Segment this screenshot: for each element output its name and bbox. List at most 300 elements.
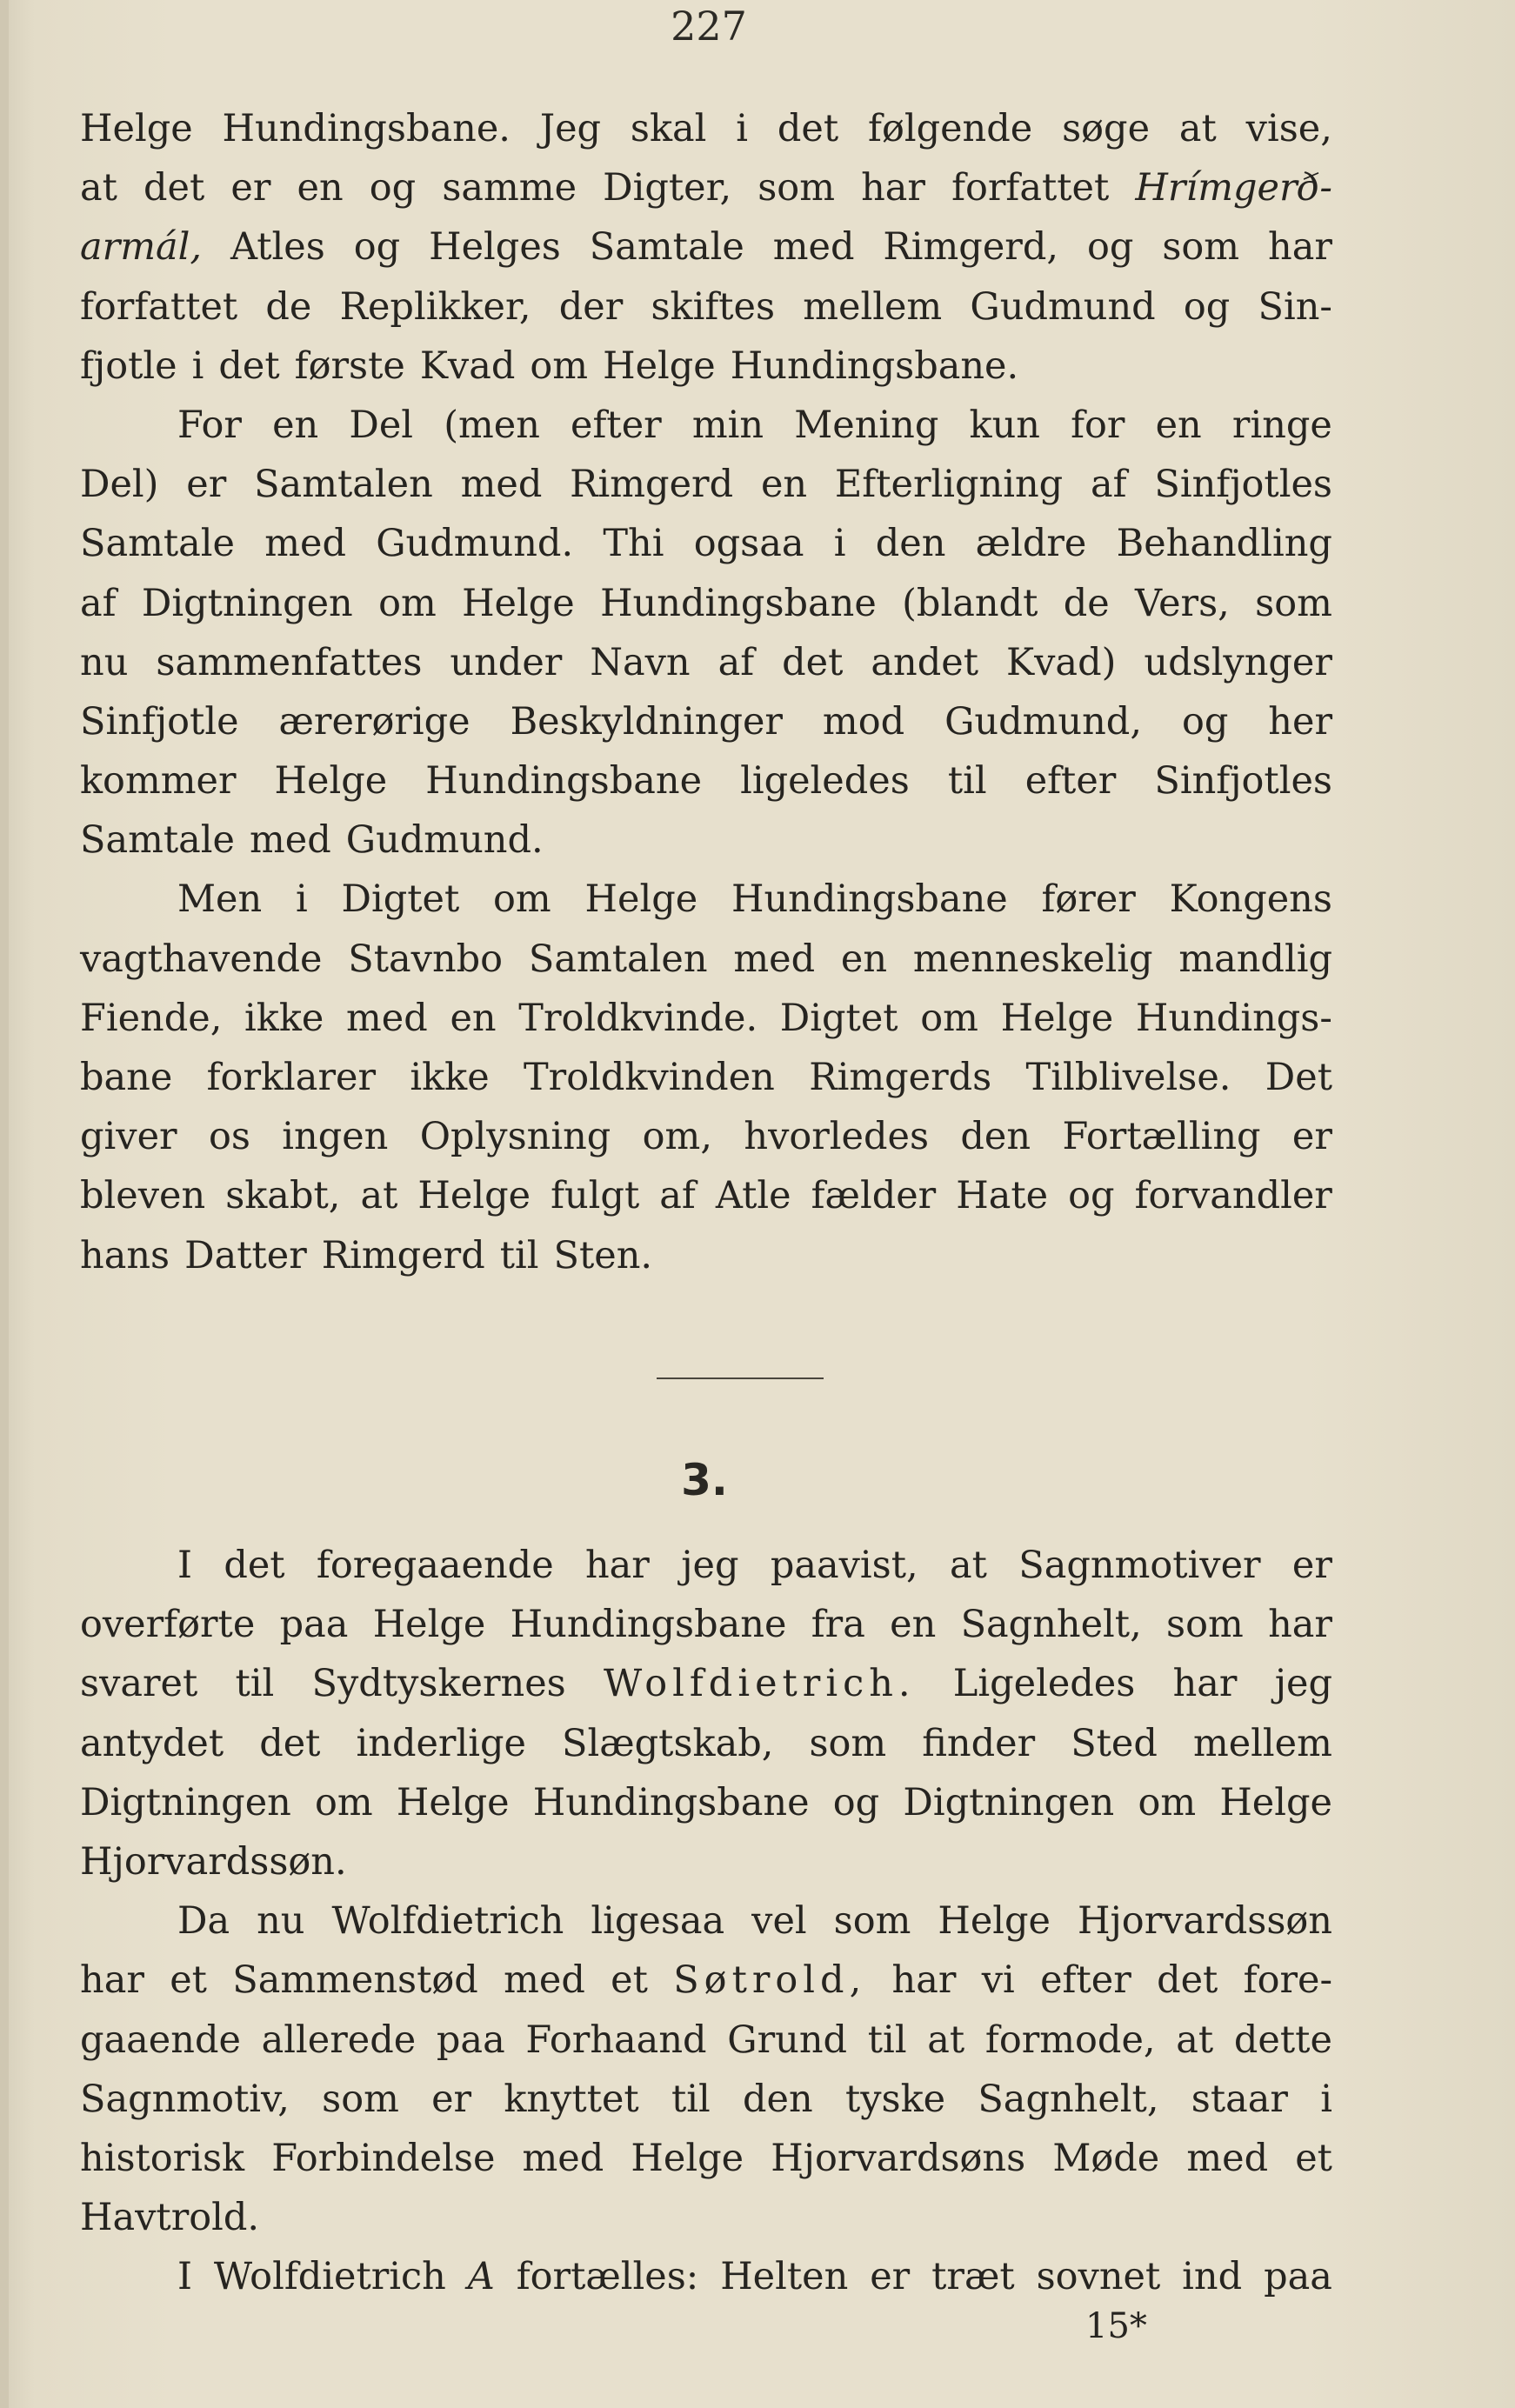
word: Replikker, xyxy=(339,284,531,329)
word: nu xyxy=(257,1899,305,1944)
word: med xyxy=(504,1958,585,2003)
word: Sagnmotiv, xyxy=(80,2077,290,2121)
word: et xyxy=(611,1958,648,2003)
word: Digtningen xyxy=(80,1780,291,1824)
word: Helge xyxy=(396,1780,510,1824)
word: og xyxy=(1183,284,1231,329)
word: Sagnhelt, xyxy=(978,2077,1159,2121)
word: kun xyxy=(969,403,1040,447)
word: andet xyxy=(871,640,979,684)
word: Samtalen xyxy=(528,937,708,981)
word: Atles xyxy=(230,225,325,270)
signature-mark: 15* xyxy=(1085,2306,1147,2346)
word: af xyxy=(717,640,755,684)
page-edge-shadow xyxy=(0,0,9,2408)
word: om xyxy=(920,996,978,1040)
word: A xyxy=(467,2255,495,2299)
word: de xyxy=(1063,581,1110,625)
word: som xyxy=(1255,581,1332,625)
word: og xyxy=(832,1780,880,1824)
word: med xyxy=(772,225,855,270)
text-line xyxy=(80,396,1332,455)
word: i xyxy=(736,107,749,150)
word: paa xyxy=(279,1603,349,1647)
word: gaaende xyxy=(80,2018,241,2062)
text-line xyxy=(80,1832,1332,1891)
page-number: 227 xyxy=(671,3,747,50)
word: Kongens xyxy=(1169,877,1332,922)
word: Helge xyxy=(462,581,575,625)
word: som xyxy=(809,1721,887,1765)
word: Gudmund, xyxy=(944,699,1142,744)
word: der xyxy=(558,284,624,329)
word: Rimgerd xyxy=(570,463,734,507)
word: historisk xyxy=(80,2136,245,2180)
word: forfattet xyxy=(951,166,1110,210)
word: Del) xyxy=(80,463,159,507)
word: har xyxy=(1172,1662,1238,1706)
word: vagthavende xyxy=(80,937,323,981)
text-line xyxy=(80,99,1332,158)
word: Hjorvardssøn. xyxy=(80,1839,347,1884)
word: en xyxy=(840,937,888,981)
word: Mening xyxy=(794,403,939,447)
word: har xyxy=(80,1958,144,2003)
word: jeg xyxy=(681,1544,739,1587)
word: i xyxy=(1320,2077,1332,2121)
word: bane xyxy=(80,1056,173,1099)
text-line xyxy=(80,1595,1332,1654)
word: paa xyxy=(436,2018,505,2062)
word: har xyxy=(1268,225,1332,270)
word: Oplysning xyxy=(419,1115,611,1159)
word: vise, xyxy=(1245,107,1332,150)
word: det xyxy=(259,1721,321,1765)
word: svaret xyxy=(80,1662,198,1706)
word: til xyxy=(947,759,987,804)
word: Det xyxy=(1265,1056,1332,1099)
text-line xyxy=(80,2247,1332,2306)
word: Sten. xyxy=(553,1233,653,1277)
word: Digtet xyxy=(341,877,460,922)
word: (blandt xyxy=(902,581,1038,625)
word: forvandler xyxy=(1134,1174,1332,1218)
word: Beskyldninger xyxy=(510,699,783,744)
word: formode, xyxy=(984,2018,1156,2062)
word: Gudmund. xyxy=(376,522,574,566)
word: til xyxy=(671,2077,711,2121)
word: mandlig xyxy=(1178,937,1332,981)
text-line xyxy=(80,810,1332,870)
word: Forhaand xyxy=(525,2018,707,2062)
word: og xyxy=(1181,699,1229,744)
word: Hundingsbane xyxy=(600,581,877,625)
word: Samtale xyxy=(589,225,744,270)
text-line xyxy=(80,2070,1332,2129)
word: Rimgerd xyxy=(321,1233,485,1277)
word: nu xyxy=(80,640,129,684)
word: allerede xyxy=(261,2018,417,2062)
word: mod xyxy=(822,699,905,744)
word: som xyxy=(833,1899,911,1944)
word: kommer xyxy=(80,759,237,804)
text-line xyxy=(80,692,1332,751)
word: til xyxy=(235,1662,275,1706)
word: at xyxy=(80,166,117,210)
word: første xyxy=(294,344,405,388)
word: antydet xyxy=(80,1721,224,1765)
text-block-bottom xyxy=(80,1536,1332,2306)
word: overførte xyxy=(80,1603,256,1647)
word: med xyxy=(264,522,346,566)
word: armál, xyxy=(80,225,203,270)
word: med xyxy=(522,2136,604,2180)
word: en xyxy=(450,996,497,1040)
word: om, xyxy=(642,1115,713,1159)
text-line xyxy=(80,633,1332,692)
word: udslynger xyxy=(1144,640,1332,684)
word: Jeg xyxy=(539,107,602,150)
word: en xyxy=(297,166,344,210)
word: med xyxy=(733,937,816,981)
word: med xyxy=(1186,2136,1269,2180)
word: menneskelig xyxy=(912,937,1153,981)
word: i xyxy=(833,522,846,566)
word: foregaaende xyxy=(316,1544,554,1587)
word: Sin- xyxy=(1258,284,1332,329)
word: Samtale xyxy=(80,818,235,863)
word: Hjorvardssøn xyxy=(1077,1899,1332,1944)
word: Wolfdietrich. xyxy=(603,1662,916,1706)
word: har xyxy=(891,1958,957,2003)
word: en xyxy=(1155,403,1202,447)
word: Hjorvardsøns xyxy=(771,2136,1026,2180)
word: til xyxy=(499,1233,539,1277)
word: Sydtyskernes xyxy=(311,1662,566,1706)
text-line xyxy=(80,2129,1332,2188)
text-line xyxy=(80,574,1332,633)
text-line xyxy=(80,1048,1332,1107)
word: den xyxy=(875,522,946,566)
word: Hundingsbane xyxy=(532,1780,810,1824)
word: er xyxy=(1291,1115,1332,1159)
word: ligesaa xyxy=(591,1899,725,1944)
word: fra xyxy=(811,1603,865,1647)
word: Samtale xyxy=(80,522,235,566)
word: det xyxy=(224,1544,285,1587)
text-block-top xyxy=(80,99,1332,1285)
word: ingen xyxy=(282,1115,389,1159)
word: Hundingsbane xyxy=(731,877,1008,922)
word: om xyxy=(378,581,437,625)
word: ikke xyxy=(244,996,324,1040)
word: de xyxy=(265,284,312,329)
word: fortælles: xyxy=(516,2255,699,2299)
word: vi xyxy=(981,1958,1015,2003)
text-line xyxy=(80,1714,1332,1773)
text-line xyxy=(80,277,1332,337)
word: knyttet xyxy=(504,2077,639,2121)
word: hvorledes xyxy=(744,1115,930,1159)
word: Sammenstød xyxy=(232,1958,478,2003)
word: ringe xyxy=(1231,403,1332,447)
word: at xyxy=(927,2018,965,2062)
word: om xyxy=(315,1780,373,1824)
word: min xyxy=(691,403,764,447)
word: efter xyxy=(571,403,662,447)
word: dette xyxy=(1233,2018,1332,2062)
word: (men xyxy=(444,403,540,447)
word: vel xyxy=(751,1899,807,1944)
word: det xyxy=(777,107,839,150)
word: Hundings- xyxy=(1135,996,1332,1040)
word: Wolfdietrich xyxy=(213,2255,446,2299)
word: med xyxy=(460,463,543,507)
word: og xyxy=(353,225,401,270)
word: har xyxy=(861,166,925,210)
word: Kvad xyxy=(419,344,516,388)
word: og xyxy=(369,166,417,210)
word: ligeledes xyxy=(740,759,910,804)
text-line xyxy=(80,870,1332,929)
word: om xyxy=(1138,1780,1197,1824)
word: om xyxy=(530,344,589,388)
word: Rimgerd, xyxy=(883,225,1059,270)
word: Fortælling xyxy=(1062,1115,1261,1159)
word: finder xyxy=(922,1721,1036,1765)
word: Hate xyxy=(956,1174,1049,1218)
word: Wolfdietrich xyxy=(331,1899,564,1944)
word: som xyxy=(1166,1603,1244,1647)
word: staar xyxy=(1191,2077,1288,2121)
text-line xyxy=(80,1951,1332,2010)
word: samme xyxy=(442,166,577,210)
word: bleven xyxy=(80,1174,206,1218)
word: Sagnmotiver xyxy=(1018,1544,1261,1587)
word: giver xyxy=(80,1115,177,1159)
word: er xyxy=(186,463,227,507)
word: ogsaa xyxy=(693,522,804,566)
text-line xyxy=(80,930,1332,989)
word: Helge xyxy=(631,2136,744,2180)
word: skiftes xyxy=(651,284,776,329)
word: og xyxy=(1068,1174,1115,1218)
word: Troldkvinde. xyxy=(518,996,758,1040)
word: har xyxy=(1268,1603,1332,1647)
word: Søtrold, xyxy=(673,1958,867,2003)
word: den xyxy=(960,1115,1031,1159)
word: og xyxy=(1086,225,1134,270)
word: Tilblivelse. xyxy=(1025,1056,1231,1099)
word: Hundingsbane xyxy=(425,759,703,804)
word: Digtet xyxy=(779,996,898,1040)
word: at xyxy=(950,1544,987,1587)
word: For xyxy=(177,403,242,447)
word: hans xyxy=(80,1233,170,1277)
word: skabt, xyxy=(225,1174,341,1218)
word: Behandling xyxy=(1116,522,1332,566)
word: Samtalen xyxy=(254,463,433,507)
word: med xyxy=(249,818,331,863)
word: sovnet xyxy=(1036,2255,1161,2299)
text-line xyxy=(80,1773,1332,1832)
word: tyske xyxy=(844,2077,946,2121)
word: har xyxy=(584,1544,650,1587)
word: til xyxy=(867,2018,907,2062)
word: skal xyxy=(630,107,707,150)
word: Sted xyxy=(1071,1721,1158,1765)
word: Ligeledes xyxy=(952,1662,1136,1706)
word: Thi xyxy=(603,522,664,566)
word: sammenfattes xyxy=(156,640,423,684)
text-line xyxy=(80,1226,1332,1285)
word: Hrímgerð- xyxy=(1135,166,1332,210)
word: Efterligning xyxy=(834,463,1064,507)
word: Digter, xyxy=(603,166,732,210)
word: inderlige xyxy=(356,1721,526,1765)
word: fører xyxy=(1041,877,1136,922)
word: Gudmund xyxy=(970,284,1156,329)
word: I xyxy=(177,1544,192,1587)
word: efter xyxy=(1024,759,1117,804)
word: den xyxy=(743,2077,813,2121)
word: os xyxy=(208,1115,250,1159)
word: et xyxy=(170,1958,207,2003)
word: Del xyxy=(349,403,414,447)
word: Helge xyxy=(938,1899,1051,1944)
word: i xyxy=(191,344,204,388)
word: Kvad) xyxy=(1006,640,1117,684)
word: fulgt xyxy=(551,1174,640,1218)
word: følgende xyxy=(868,107,1033,150)
text-line xyxy=(80,2011,1332,2070)
word: Datter xyxy=(184,1233,307,1277)
word: Helge xyxy=(274,759,388,804)
word: paavist, xyxy=(770,1544,918,1587)
word: er xyxy=(230,166,271,210)
word: at xyxy=(1176,2018,1214,2062)
text-line xyxy=(80,1536,1332,1595)
word: Fiende, xyxy=(80,996,223,1040)
word: I xyxy=(177,2255,192,2299)
word: mellem xyxy=(803,284,943,329)
text-line xyxy=(80,751,1332,810)
word: det xyxy=(782,640,844,684)
word: en xyxy=(760,463,808,507)
word: er xyxy=(431,2077,472,2121)
word: det xyxy=(1157,1958,1218,2003)
word: jeg xyxy=(1274,1662,1332,1706)
word: det xyxy=(218,344,280,388)
text-line xyxy=(80,337,1332,396)
word: for xyxy=(1071,403,1125,447)
word: i xyxy=(295,877,308,922)
word: som xyxy=(1162,225,1240,270)
text-line xyxy=(80,514,1332,573)
section-divider-rule xyxy=(657,1377,824,1379)
word: Møde xyxy=(1052,2136,1160,2180)
word: det xyxy=(143,166,205,210)
word: at xyxy=(1178,107,1217,150)
word: Grund xyxy=(727,2018,848,2062)
word: et xyxy=(1295,2136,1332,2180)
word: fore- xyxy=(1243,1958,1332,2003)
word: Helten xyxy=(720,2255,849,2299)
word: Hundingsbane. xyxy=(730,344,1019,388)
word: Atle xyxy=(715,1174,791,1218)
word: af xyxy=(1091,463,1127,507)
word: Digtningen xyxy=(903,1780,1115,1824)
word: her xyxy=(1268,699,1332,744)
word: Vers, xyxy=(1135,581,1230,625)
word: af xyxy=(659,1174,696,1218)
word: Sinfjotles xyxy=(1154,759,1332,804)
word: som xyxy=(322,2077,399,2121)
word: Digtningen xyxy=(141,581,353,625)
word: er xyxy=(1291,1544,1332,1587)
word: Havtrold. xyxy=(80,2196,260,2240)
word: Helge xyxy=(1000,996,1114,1040)
word: ældre xyxy=(975,522,1087,566)
word: Troldkvinden xyxy=(523,1056,775,1099)
word: Hundingsbane xyxy=(510,1603,787,1647)
word: Sinfjotles xyxy=(1154,463,1332,507)
word: forfattet xyxy=(80,284,238,329)
word: efter xyxy=(1040,1958,1131,2003)
text-line xyxy=(80,1654,1332,1713)
word: Da xyxy=(177,1899,230,1944)
word: Helge xyxy=(1219,1780,1332,1824)
text-line xyxy=(80,1166,1332,1225)
word: Helge xyxy=(584,877,698,922)
text-line xyxy=(80,1891,1332,1951)
word: er xyxy=(870,2255,911,2299)
word: en xyxy=(890,1603,937,1647)
word: som xyxy=(758,166,835,210)
text-line xyxy=(80,455,1332,514)
word: ikke xyxy=(410,1056,490,1099)
word: om xyxy=(493,877,551,922)
word: med xyxy=(346,996,428,1040)
text-line xyxy=(80,2188,1332,2247)
word: Sagnhelt, xyxy=(960,1603,1142,1647)
word: Slægtskab, xyxy=(562,1721,774,1765)
word: ærerørige xyxy=(278,699,471,744)
word: fjotle xyxy=(80,344,177,388)
word: paa xyxy=(1264,2255,1332,2299)
word: Helge xyxy=(417,1174,531,1218)
word: forklarer xyxy=(206,1056,377,1099)
text-line xyxy=(80,989,1332,1048)
word: søge xyxy=(1062,107,1151,150)
word: at xyxy=(360,1174,398,1218)
word: Helge xyxy=(372,1603,486,1647)
text-line xyxy=(80,158,1332,217)
section-number: 3. xyxy=(681,1455,728,1505)
word: Hundingsbane. xyxy=(222,107,511,150)
word: en xyxy=(272,403,319,447)
word: træt xyxy=(931,2255,1015,2299)
word: fælder xyxy=(811,1174,937,1218)
word: af xyxy=(80,581,117,625)
word: Helges xyxy=(429,225,561,270)
word: Helge xyxy=(80,107,193,150)
word: Navn xyxy=(590,640,691,684)
word: Gudmund. xyxy=(345,818,544,863)
word: ind xyxy=(1182,2255,1243,2299)
word: Forbindelse xyxy=(271,2136,496,2180)
word: mellem xyxy=(1192,1721,1332,1765)
